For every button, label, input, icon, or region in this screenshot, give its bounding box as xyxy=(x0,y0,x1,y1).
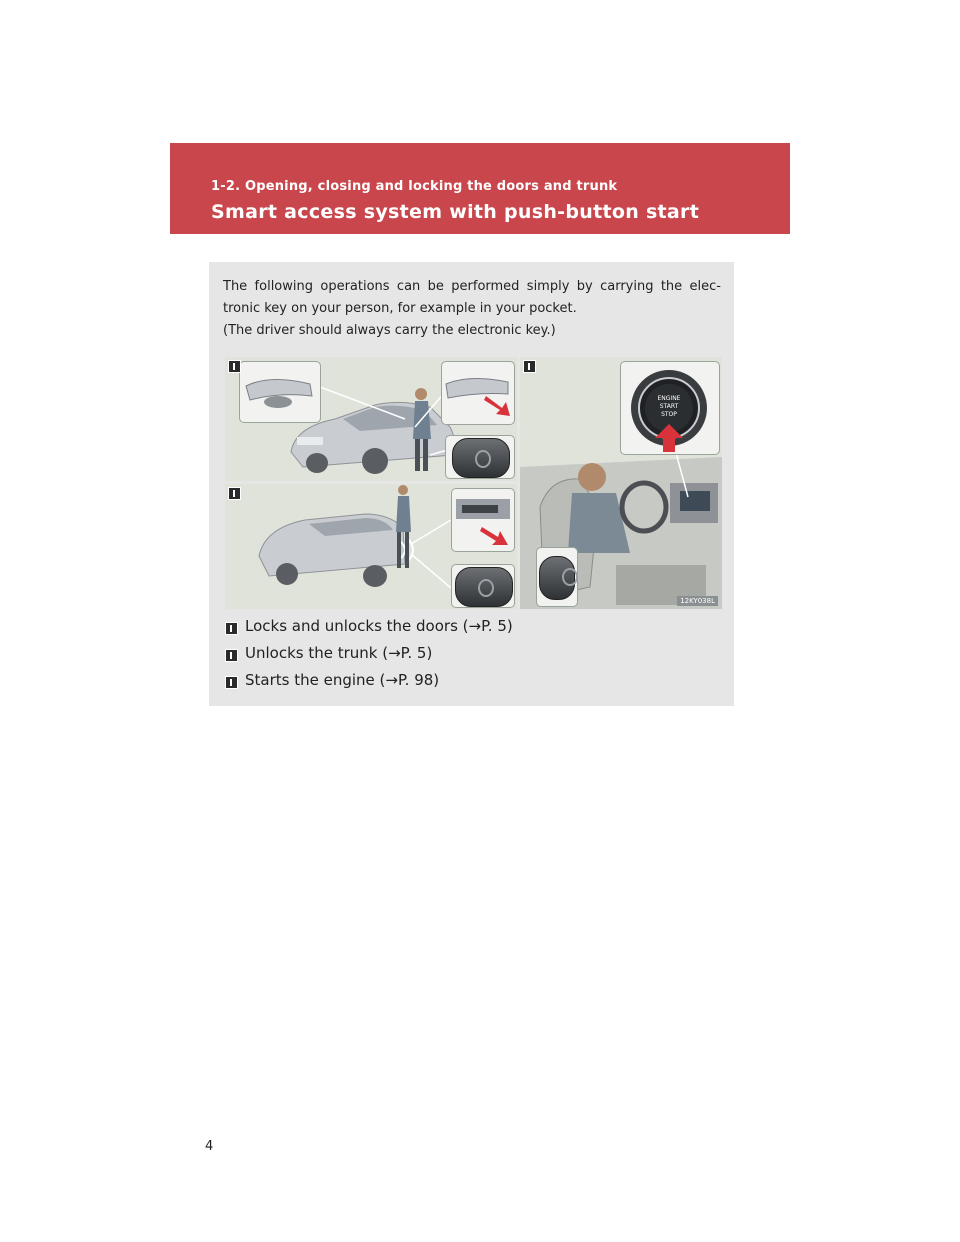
marker-3-icon xyxy=(523,360,536,373)
list-item-text: Starts the engine (→P. 98) xyxy=(245,671,440,689)
marker-1-icon xyxy=(225,622,238,635)
electronic-key-icon xyxy=(539,556,575,600)
illustration-code: 12KY038L xyxy=(677,596,718,606)
marker-3-icon xyxy=(225,676,238,689)
info-box xyxy=(209,262,734,706)
page-number: 4 xyxy=(205,1139,214,1154)
feature-list xyxy=(225,617,722,698)
list-item xyxy=(225,617,722,644)
key-inset-2 xyxy=(451,564,515,608)
engine-start-button-icon xyxy=(621,362,719,454)
section-label: 1-2. Opening, closing and locking the doors and trunk xyxy=(211,179,618,194)
trunk-button-inset xyxy=(451,488,515,552)
key-inset-3 xyxy=(536,547,578,607)
illustration-panel-trunk xyxy=(225,484,517,609)
door-handle-inset xyxy=(239,361,321,423)
header-band xyxy=(170,143,790,234)
start-button-inset xyxy=(620,361,720,455)
marker-2-icon xyxy=(225,649,238,662)
illustration xyxy=(225,357,722,609)
svg-text:ENGINE: ENGINE xyxy=(657,395,681,402)
intro-text xyxy=(223,276,721,342)
list-item-text: Unlocks the trunk (→P. 5) xyxy=(245,644,433,662)
intro-line: The following operations can be performed simply by carrying the elec- xyxy=(223,279,721,294)
intro-line: tronic key on your person, for example in your pocket. xyxy=(223,301,577,316)
list-item xyxy=(225,671,722,698)
svg-text:START: START xyxy=(659,403,679,410)
svg-text:STOP: STOP xyxy=(661,411,677,418)
electronic-key-icon xyxy=(455,567,513,607)
list-item xyxy=(225,644,722,671)
marker-1-icon xyxy=(228,360,241,373)
illustration-panel-doors xyxy=(225,357,517,481)
door-handle-inset-2 xyxy=(441,361,515,425)
list-item-text: Locks and unlocks the doors (→P. 5) xyxy=(245,617,513,635)
illustration-panel-engine xyxy=(520,357,722,609)
marker-2-icon xyxy=(228,487,241,500)
page-title: Smart access system with push-button start xyxy=(211,201,700,223)
intro-line: (The driver should always carry the electronic key.) xyxy=(223,323,556,338)
key-inset xyxy=(445,435,515,479)
electronic-key-icon xyxy=(452,438,510,478)
